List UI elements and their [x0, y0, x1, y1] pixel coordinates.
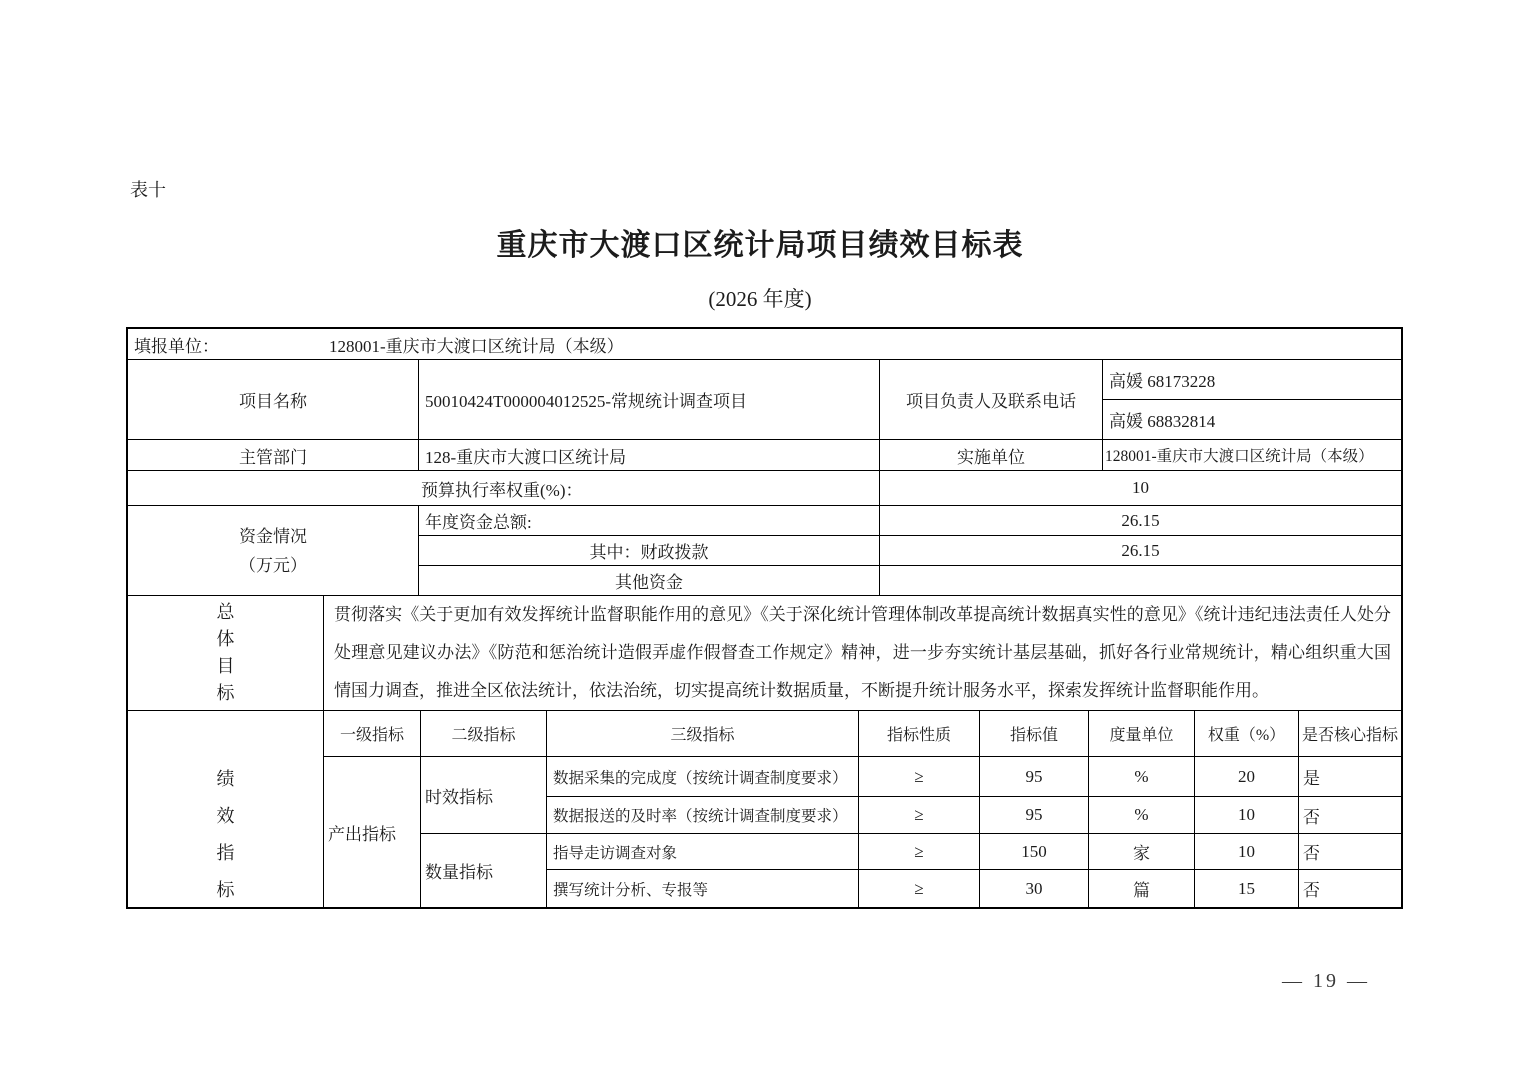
- indicator-nature: ≥: [859, 834, 980, 870]
- indicator-core: 是: [1299, 757, 1401, 797]
- report-unit-value: 128001-重庆市大渡口区统计局（本级）: [329, 336, 624, 356]
- indicator-value: 150: [980, 834, 1089, 870]
- budget-rate-row: [128, 471, 1401, 506]
- indicator-name: 撰写统计分析、专报等: [547, 870, 859, 907]
- indicator-value: 30: [980, 870, 1089, 907]
- overall-goal-char: 体: [216, 629, 235, 649]
- header-unit: 度量单位: [1089, 711, 1195, 757]
- indicator-row: [547, 870, 1401, 907]
- overall-goal-char: 目: [216, 656, 235, 676]
- header-weight: 权重（%）: [1195, 711, 1299, 757]
- header-core: 是否核心指标: [1299, 711, 1401, 757]
- header-level1: 一级指标: [324, 711, 421, 757]
- budget-rate-value: 10: [880, 471, 1401, 506]
- overall-goal-char: 总: [216, 602, 235, 622]
- department-value: 128-重庆市大渡口区统计局: [419, 440, 880, 471]
- indicator-unit: 家: [1089, 834, 1195, 870]
- indicators-char: 效: [216, 806, 235, 826]
- overall-goal-row: [128, 596, 1401, 711]
- indicator-row: [547, 834, 1401, 870]
- project-name-row: [128, 360, 1401, 440]
- indicator-core: 否: [1303, 881, 1320, 900]
- manager-phone-2: 高媛 68832814: [1103, 400, 1401, 440]
- project-name-value: 50010424T000004012525-常规统计调查项目: [419, 360, 880, 440]
- funds-total-value: 26.15: [880, 506, 1401, 536]
- group-rows: [547, 834, 1401, 907]
- indicator-name: 数据报送的及时率（按统计调查制度要求）: [547, 797, 859, 834]
- indicator-name: 指导走访调查对象: [547, 834, 859, 870]
- performance-target-table: [126, 327, 1403, 909]
- funds-block: [128, 506, 1401, 596]
- indicators-header-row: [324, 711, 1401, 757]
- indicator-unit: %: [1089, 757, 1195, 797]
- indicator-nature: ≥: [859, 757, 980, 797]
- indicator-row: [547, 757, 1401, 797]
- overall-goal-label: [128, 596, 324, 711]
- page-number: — 19 —: [1282, 970, 1370, 992]
- indicators-table: [324, 711, 1401, 907]
- budget-rate-label: 预算执行率权重(%)：: [128, 471, 880, 506]
- report-unit-cell: [128, 329, 1401, 360]
- page-title: 重庆市大渡口区统计局项目绩效目标表: [496, 229, 1024, 262]
- impl-unit-label: 实施单位: [880, 440, 1103, 471]
- manager-phone-1: 高媛 68173228: [1103, 360, 1401, 400]
- report-unit-label: 填报单位：: [134, 336, 219, 356]
- level2-label: 数量指标: [421, 834, 547, 907]
- indicator-row: [547, 797, 1401, 834]
- report-unit-row: [128, 329, 1401, 360]
- header-value: 指标值: [980, 711, 1089, 757]
- header-nature: 指标性质: [859, 711, 980, 757]
- funds-other-label: 其他资金: [419, 566, 880, 596]
- header-level2: 二级指标: [421, 711, 547, 757]
- group-timeliness: [421, 757, 1401, 834]
- overall-goal-char: 标: [216, 683, 235, 703]
- level1-cell: 产出指标: [324, 757, 421, 907]
- indicators-char: 指: [216, 843, 235, 863]
- indicator-core: 否: [1299, 834, 1401, 870]
- header-level3: 三级指标: [547, 711, 859, 757]
- indicator-value: 95: [980, 797, 1089, 834]
- overall-goal-cell: [324, 596, 1401, 711]
- indicator-nature: ≥: [859, 870, 980, 907]
- group-quantity: [421, 834, 1401, 907]
- manager-label: 项目负责人及联系电话: [880, 360, 1103, 440]
- department-row: [128, 440, 1401, 471]
- indicators-char: 绩: [216, 769, 235, 789]
- indicator-weight: 10: [1195, 797, 1299, 834]
- indicator-weight: 10: [1195, 834, 1299, 870]
- level2-label: 时效指标: [421, 757, 547, 834]
- indicator-weight: 15: [1195, 870, 1299, 907]
- indicator-core: 否: [1299, 797, 1401, 834]
- indicator-unit: %: [1089, 797, 1195, 834]
- funds-fiscal-label: 其中：财政拨款: [419, 536, 880, 566]
- indicator-weight: 20: [1195, 757, 1299, 797]
- funds-values: [880, 506, 1401, 596]
- funds-label: [128, 506, 419, 596]
- indicator-nature: ≥: [859, 797, 980, 834]
- page-subtitle: (2026 年度): [708, 287, 812, 311]
- indicators-section: [128, 711, 1401, 907]
- indicator-name: 数据采集的完成度（按统计调查制度要求）: [547, 757, 859, 797]
- impl-unit-value: 128001-重庆市大渡口区统计局（本级）: [1103, 440, 1401, 471]
- indicators-data-band: [324, 757, 1401, 907]
- group-rows: [547, 757, 1401, 834]
- indicator-value: 95: [980, 757, 1089, 797]
- project-name-label: 项目名称: [128, 360, 419, 440]
- funds-sublabels: [419, 506, 880, 596]
- manager-phones: [1103, 360, 1401, 440]
- overall-goal-text: 贯彻落实《关于更加有效发挥统计监督职能作用的意见》《关于深化统计管理体制改革提高统计数据真实性的意见》《统计违纪违法责任人处分处理意见建议办法》《防范和惩治统计造假弄虚作假督查工作规定》精神，进一步夯实统计基层基础，抓好各行业常规统计，精心组织重大国情国力调查，推进全区依法统计，依法治统，切实提高统计数据质量，不断提升统计服务水平，探索发挥统计监督职能作用。: [334, 605, 1391, 700]
- funds-other-value: [880, 566, 1401, 596]
- funds-label-line1: 资金情况: [239, 526, 307, 546]
- funds-label-line2: （万元）: [239, 555, 307, 575]
- funds-total-label: 年度资金总额:: [419, 506, 880, 536]
- funds-fiscal-value: 26.15: [880, 536, 1401, 566]
- level2-groups: [421, 757, 1401, 907]
- department-label: 主管部门: [128, 440, 419, 471]
- indicators-label: [128, 711, 324, 907]
- table-number-tag: 表十: [130, 180, 166, 200]
- indicators-char: 标: [216, 880, 235, 900]
- indicator-unit: 篇: [1089, 870, 1195, 907]
